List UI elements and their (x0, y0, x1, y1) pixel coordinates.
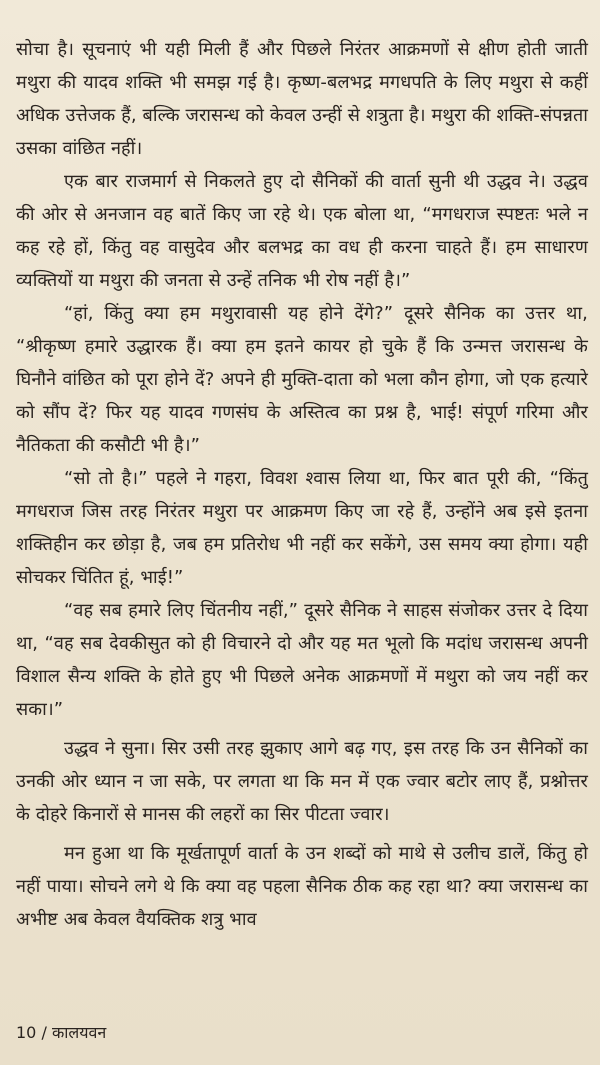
paragraph-1: सोचा है। सूचनाएं भी यही मिली हैं और पिछले निरंतर आक्रमणों से क्षीण होती जाती मथुरा की यादव शक्ति भी समझ गई है। कृष्ण-बलभद्र मगधपति के लिए मथुरा से कहीं अधिक उत्तेजक हैं, बल्कि जरासन्ध को केवल उन्हीं से शत्रुता है। मथुरा की शक्ति-संपन्नता उसका वांछित नहीं। (16, 39, 588, 159)
paragraph-6: उद्धव ने सुना। सिर उसी तरह झुकाए आगे बढ़ गए, इस तरह कि उन सैनिकों का उनकी ओर ध्यान न जा सके, पर लगता था कि मन में एक ज्वार बटोर लाए हैं, प्रश्नोत्तर के दोहरे किनारों से मानस की लहरों का सिर पीटता ज्वार। (16, 738, 588, 825)
footer-separator: / (41, 1023, 47, 1042)
paragraph-7: मन हुआ था कि मूर्खतापूर्ण वार्ता के उन शब्दों को माथे से उलीच डालें, किंतु हो नहीं पाया। सोचने लगे थे कि क्या वह पहला सैनिक ठीक कह रहा था? क्या जरासन्ध का अभीष्ट अब केवल वैयक्तिक शत्रु भाव (16, 843, 588, 930)
paragraph-2: एक बार राजमार्ग से निकलते हुए दो सैनिकों की वार्ता सुनी थी उद्धव ने। उद्धव की ओर से अनजान वह बातें किए जा रहे थे। एक बोला था, “मगधराज स्पष्टतः भले न कह रहे हों, किंतु वह वासुदेव और बलभद्र का वध ही करना चाहते हैं। हम साधारण व्यक्तियों या मथुरा की जनता से उन्हें तनिक भी रोष नहीं है।” (16, 171, 588, 291)
page-number: 10 (16, 1023, 37, 1042)
body-text (16, 33, 588, 936)
book-title: कालयवन (51, 1023, 107, 1042)
paragraph-5: “वह सब हमारे लिए चिंतनीय नहीं,” दूसरे सैनिक ने साहस संजोकर उत्तर दे दिया था, “वह सब देवकीसुत को ही विचारने दो और यह मत भूलो कि मदांध जरासन्ध अपनी विशाल सैन्य शक्ति के होते हुए भी पिछले अनेक आक्रमणों में मथुरा को जय नहीं कर सका।” (16, 600, 588, 720)
paragraph-4: “सो तो है।” पहले ने गहरा, विवश श्वास लिया था, फिर बात पूरी की, “किंतु मगधराज जिस तरह निरंतर मथुरा पर आक्रमण किए जा रहे हैं, उन्होंने अब इसे इतना शक्तिहीन कर छोड़ा है, जब हम प्रतिरोध भी नहीं कर सकेंगे, उस समय क्या होगा। यही सोचकर चिंतित हूं, भाई!” (16, 468, 588, 588)
page-footer (16, 1023, 106, 1043)
paragraph-3: “हां, किंतु क्या हम मथुरावासी यह होने देंगे?” दूसरे सैनिक का उत्तर था, “श्रीकृष्ण हमारे उद्धारक हैं। क्या हम इतने कायर हो चुके हैं कि उन्मत्त जरासन्ध के घिनौने वांछित को पूरा होने दें? अपने ही मुक्ति-दाता को भला कौन होगा, जो एक हत्यारे को सौंप दें? फिर यह यादव गणसंघ के अस्तित्व का प्रश्न है, भाई! संपूर्ण गरिमा और नैतिकता की कसौटी भी है।” (16, 303, 588, 456)
